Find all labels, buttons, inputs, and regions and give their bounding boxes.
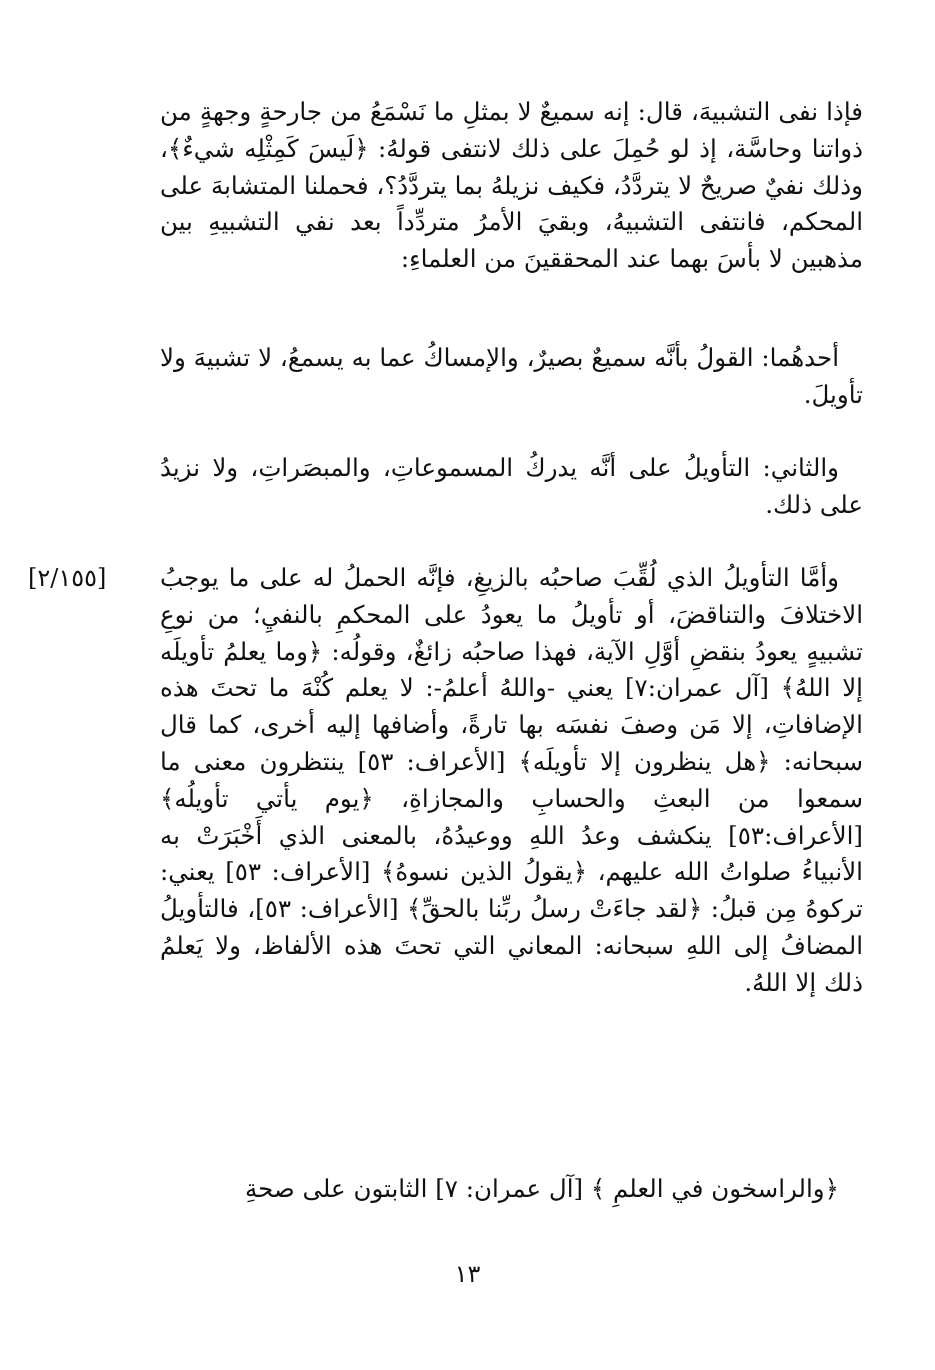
margin-volume-page-reference: [٢/١٥٥] xyxy=(28,564,107,592)
paragraph-first-madhhab: أحدهُما: القولُ بأنَّه سميعٌ بصيرٌ، والإمساكُ عما به يسمعُ، لا تشبيهَ ولا تأويلَ. xyxy=(160,343,863,409)
paragraph-second-madhhab: والثاني: التأويلُ على أنَّه يدركُ المسموعاتِ، والمبصَراتِ، ولا نزيدُ على ذلك. xyxy=(160,453,863,519)
paragraph-rasikhun: ﴿والراسخون في العلمِ ﴾ [آل عمران: ٧] الثابتون على صحةِ xyxy=(244,1174,839,1203)
page-number: ١٣ xyxy=(454,1260,481,1288)
paragraph-tawil-zaygh: وأمَّا التأويلُ الذي لُقِّبَ صاحبُه بالزيغِ، فإنَّه الحملُ له على ما يوجبُ الاختلافَ والتناقضَ، أو تأويلُ ما يعودُ على المحكمِ بالنفيِ؛ من نوعِ تشبيهٍ يعودُ بنقضِ أوَّلِ الآية، فهذا صاحبُه زائغٌ، وقولُه: ﴿وما يعلمُ تأويلَه إلا اللهُ﴾ [آل عمران:٧] يعني -واللهُ أعلمُ-: لا يعلم كُنْهَ ما تحتَ هذه الإضافاتِ، إلا مَن وصفَ نفسَه بها تارةً، وأضافها إليه أخرى، كما قال سبحانه: ﴿هل ينظرون إلا تأويلَه﴾ [الأعراف: ٥٣] ينتظرون معنى ما سمعوا من البعثِ والحسابِ والمجازاةِ، ﴿يوم يأتي تأويلُه﴾ [الأعراف:٥٣] ينكشف وعدُ اللهِ ووعيدُهُ، بالمعنى الذي أَخْبَرَتْ به الأنبياءُ صلواتُ الله عليهم، ﴿يقولُ الذين نسوهُ﴾ [الأعراف: ٥٣] يعني: تركوهُ مِن قبلُ: ﴿لقد جاءَتْ رسلُ ربِّنا بالحقِّ﴾ [الأعراف: ٥٣]، فالتأويلُ المضافُ إلى اللهِ سبحانه: المعاني التي تحتَ هذه الألفاظ، ولا يَعلمُ ذلك إلا اللهُ. xyxy=(160,563,863,997)
paragraph-tashbih-negation: فإذا نفى التشبيهَ، قال: إنه سميعٌ لا بمثلِ ما نَسْمَعُ من جارحةٍ وجهةٍ من ذواتنا وحاسَّة، إذ لو حُمِلَ على ذلك لانتفى قولهُ: ﴿لَيسَ كَمِثْلِه شيءٌ﴾، وذلك نفيٌ صريحٌ لا يتردَّدُ، فكيف نزيلهُ بما يتردَّدُ؟، فحملنا المتشابهَ على المحكم، فانتفى التشبيهُ، وبقيَ الأمرُ متردِّداً بعد نفي التشبيهِ بين مذهبين لا بأسَ بهما عند المحققينَ من العلماءِ: xyxy=(160,97,863,274)
